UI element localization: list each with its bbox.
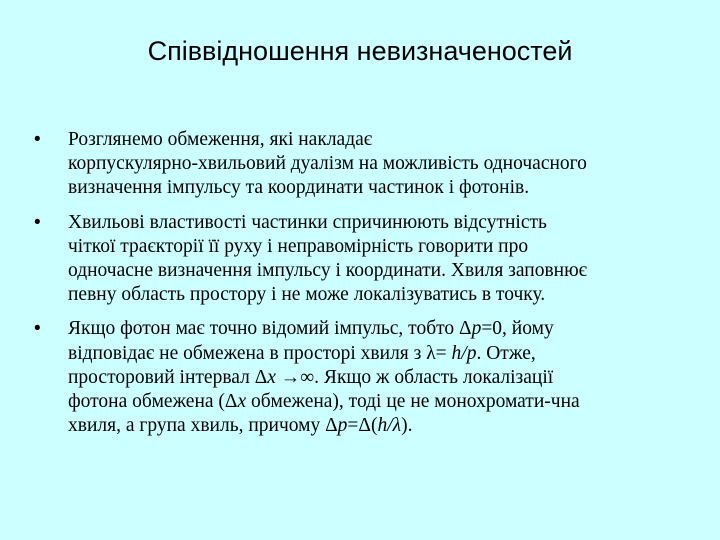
bullet-2-line-1: Хвильові властивості частинки спричинюють відсутність: [68, 211, 547, 233]
text-segment: обмежена), тоді це не монохромати-чна: [246, 391, 580, 413]
text-segment: хвиля, а група хвиль, причому Δ: [68, 415, 338, 437]
symbol-slash: /: [387, 415, 393, 437]
slide-title: Співвідношення невизначеностей: [147, 36, 573, 66]
symbol-slash: /: [461, 342, 467, 364]
text-segment: відповідає не обмежена в просторі хвиля з λ=: [68, 342, 452, 364]
symbol-x: x: [237, 391, 247, 413]
symbol-x: x: [267, 366, 276, 388]
bullet-dot-icon: •: [34, 129, 41, 150]
text-segment: →∞. Якщо ж область локалізації: [275, 366, 554, 388]
text-segment: . Отже,: [476, 342, 536, 364]
bullet-item-2: [34, 211, 694, 308]
bullet-2-line-4: певну область простору і не може локалізуватись в точку.: [68, 284, 546, 306]
bullet-3-text: [68, 318, 580, 436]
bullet-2-line-3: одночасне визначення імпульсу і координати. Хвиля заповнює: [68, 260, 588, 282]
bullet-list: [34, 128, 694, 448]
text-segment: просторовий інтервал Δ: [68, 366, 268, 388]
symbol-p: p: [337, 415, 348, 437]
text-segment: фотона обмежена (Δ: [68, 391, 238, 413]
bullet-dot-icon: •: [34, 318, 41, 340]
symbol-h: h: [377, 415, 388, 437]
bullet-2-line-2: чіткої траєкторії її руху і неправомірність говорити про: [68, 235, 529, 257]
text-segment: =Δ(: [347, 415, 378, 437]
bullet-1-line-3: визначення імпульсу та координати частинок і фотонів.: [68, 177, 530, 199]
bullet-1-line-1: Розглянемо обмеження, які накладає: [68, 129, 373, 150]
symbol-lambda: λ: [392, 415, 402, 437]
text-segment: ).: [401, 415, 413, 437]
symbol-p: p: [466, 342, 477, 364]
bullet-dot-icon: •: [34, 211, 41, 233]
text-segment: Якщо фотон має точно відомий імпульс, тобто Δ: [68, 318, 472, 340]
symbol-h: h: [451, 342, 462, 364]
symbol-p: p: [471, 318, 482, 340]
text-segment: =0, йому: [481, 318, 554, 340]
bullet-1-line-2: корпускулярно-хвильовий дуалізм на можливість одночасного: [68, 153, 587, 175]
bullet-item-3: [34, 317, 694, 438]
bullet-item-1: [34, 128, 694, 201]
